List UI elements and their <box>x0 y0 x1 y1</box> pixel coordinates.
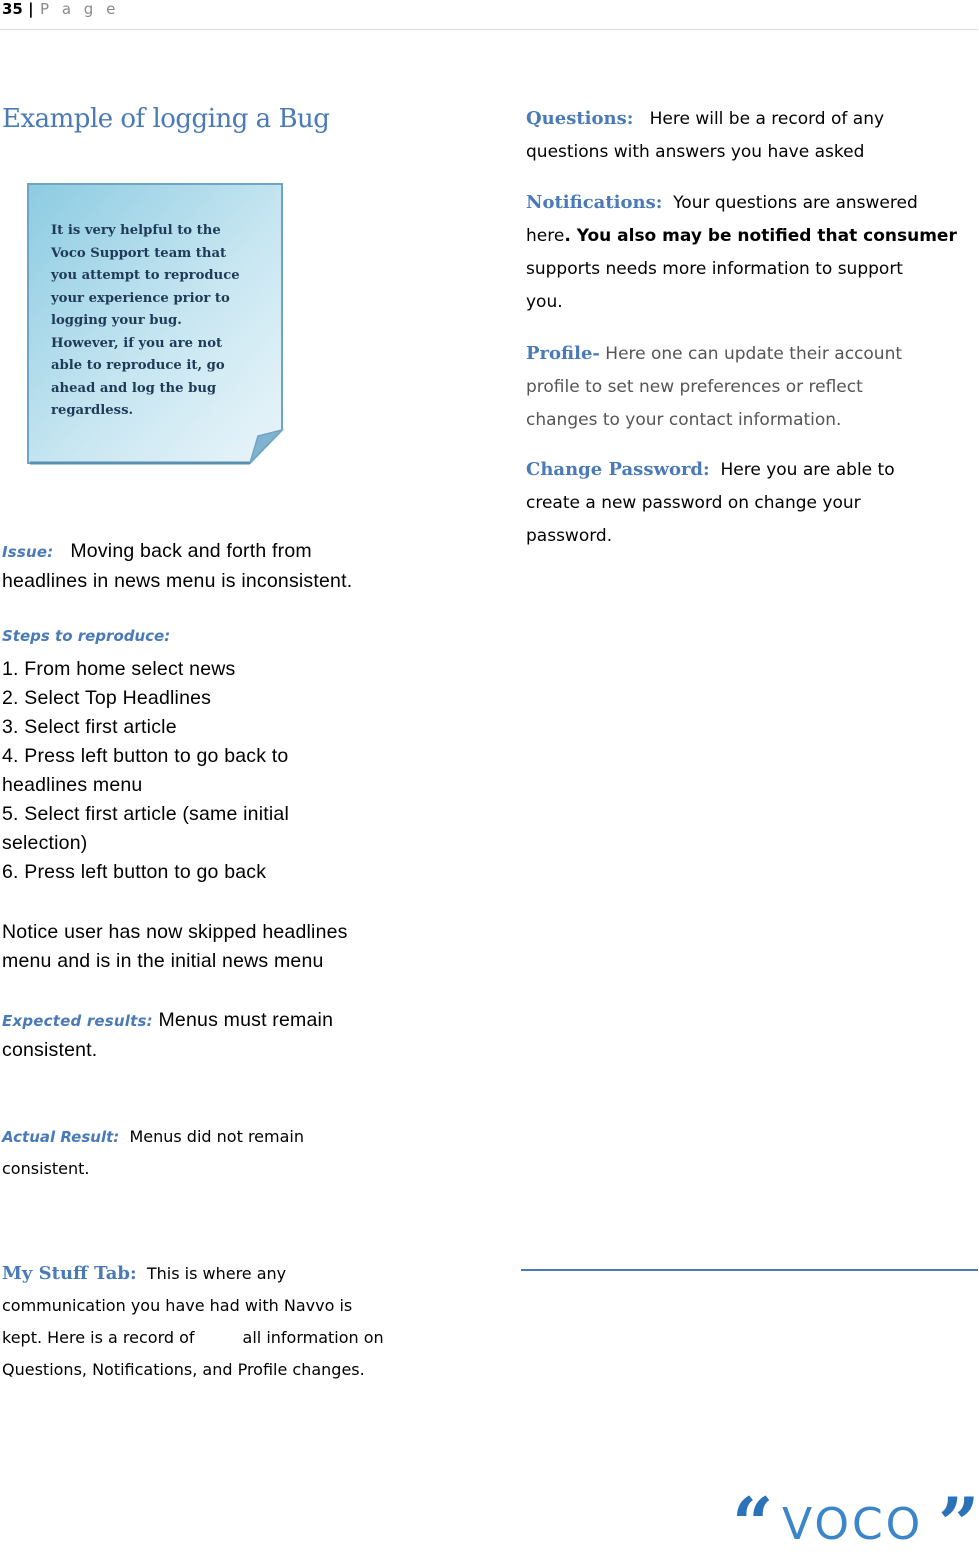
list-item: 1. From home select news <box>2 658 236 680</box>
profile-label: Profile- <box>526 343 600 364</box>
my-stuff-block: My Stuff Tab: This is where any communication you have had with Navvo is kept. Here is a record of all information on Questions, Notifications, and Profile changes. <box>2 1263 384 1379</box>
actual-block: Actual Result: Menus did not remain consistent. <box>2 1127 304 1178</box>
list-item: 6. Press left button to go back <box>2 861 267 883</box>
open-quote-icon: “ <box>732 1481 774 1566</box>
list-item: headlines menu <box>2 774 143 796</box>
page-number: 35 | <box>2 0 34 18</box>
issue-block: Issue: Moving back and forth from headlines in news menu is inconsistent. <box>2 540 353 592</box>
divider <box>521 1269 978 1271</box>
page-word: P a g e <box>40 0 120 18</box>
section-title: Example of logging a Bug <box>2 104 330 134</box>
my-stuff-label: My Stuff Tab: <box>2 1263 137 1284</box>
change-password-block: Change Password: Here you are able to create a new password on change your password. <box>526 459 895 546</box>
list-item: selection) <box>2 832 88 854</box>
steps-label: Steps to reproduce: <box>2 627 171 645</box>
close-quote-icon: ” <box>938 1481 979 1566</box>
logo-word: VOCO <box>782 1499 924 1550</box>
questions-block: Questions: Here will be a record of any questions with answers you have asked <box>526 108 885 162</box>
questions-label: Questions: <box>526 108 634 129</box>
expected-label: Expected results: <box>2 1012 153 1030</box>
steps-list <box>2 655 462 887</box>
voco-logo <box>732 1481 979 1566</box>
actual-label: Actual Result: <box>2 1128 120 1146</box>
issue-label: Issue: <box>2 543 54 561</box>
list-item: 2. Select Top Headlines <box>2 687 212 709</box>
notifications-label: Notifications: <box>526 192 663 213</box>
profile-block: Profile- Here one can update their account profile to set new preferences or reflect changes to your contact information. <box>526 343 903 430</box>
notice-block: Notice user has now skipped headlines menu and is in the initial news menu <box>2 921 348 972</box>
notifications-block: Notifications: Your questions are answered here. You also may be notified that consumer supports needs more information to support you. <box>526 192 957 312</box>
list-item: 4. Press left button to go back to <box>2 745 289 767</box>
change-password-label: Change Password: <box>526 459 710 480</box>
expected-block: Expected results: Menus must remain consistent. <box>2 1009 334 1061</box>
note-text: It is very helpful to the Voco Support team that you attempt to reproduce your experience prior to logging your bug. However, if you are not able to reproduce it, go ahead and log the bug regardless. <box>51 223 240 418</box>
tip-note <box>26 182 284 465</box>
list-item: 5. Select first article (same initial <box>2 803 289 825</box>
page-header <box>0 0 978 30</box>
list-item: 3. Select first article <box>2 716 177 738</box>
